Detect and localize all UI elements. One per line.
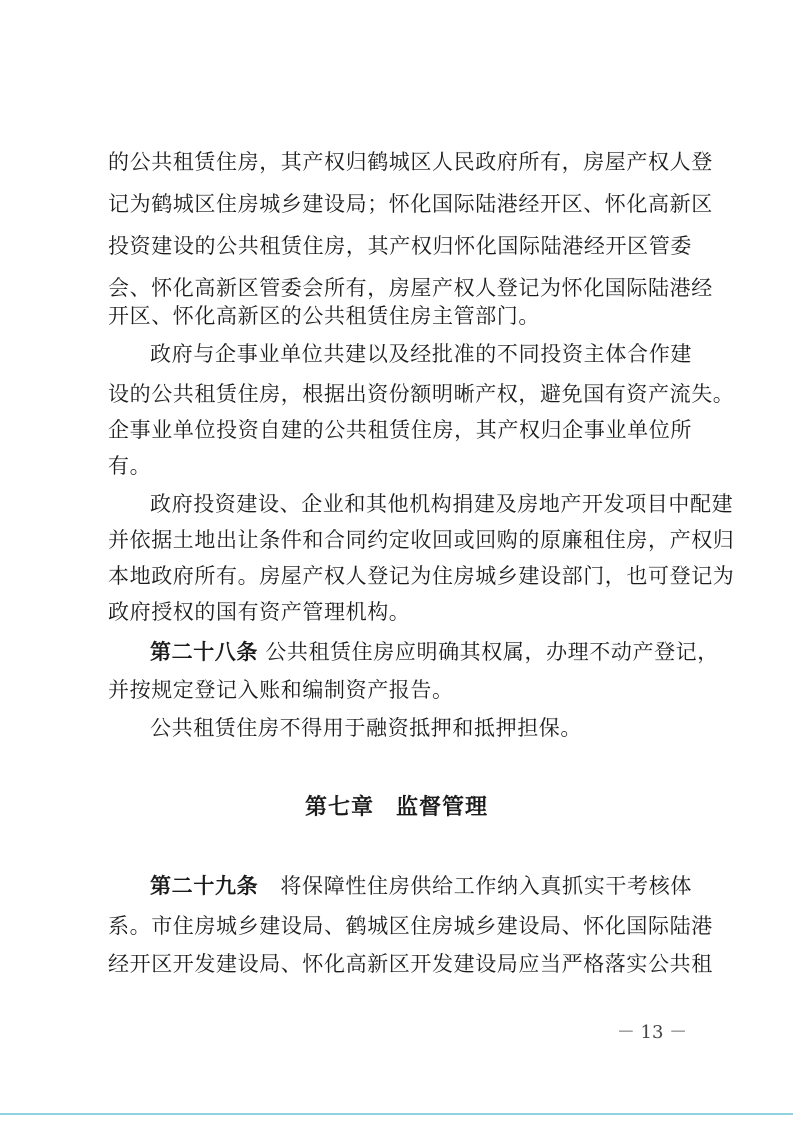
chapter-title: 监督管理 bbox=[396, 795, 489, 820]
paragraph-line: 本地政府所有。房屋产权人登记为住房城乡建设部门，也可登记为 bbox=[108, 564, 735, 588]
paragraph-line: 政府投资建设、企业和其他机构捐建及房地产开发项目中配建 bbox=[150, 492, 734, 516]
paragraph-line: 并依据土地出让条件和合同约定收回或回购的原廉租住房，产权归 bbox=[108, 528, 735, 552]
paragraph-line: 系。市住房城乡建设局、鹤城区住房城乡建设局、怀化国际陆港 bbox=[108, 914, 713, 938]
paragraph-line: 有。 bbox=[108, 454, 152, 478]
chapter-number: 第七章 bbox=[304, 795, 374, 820]
article-29-line bbox=[150, 872, 692, 900]
scan-edge-line bbox=[0, 1113, 793, 1115]
paragraph-line: 记为鹤城区住房城乡建设局；怀化国际陆港经开区、怀化高新区 bbox=[108, 192, 713, 216]
article-text: 将保障性住房供给工作纳入真抓实干考核体 bbox=[280, 874, 692, 898]
article-28-line bbox=[150, 638, 719, 666]
paragraph-line: 投资建设的公共租赁住房，其产权归怀化国际陆港经开区管委 bbox=[108, 234, 692, 258]
paragraph-line: 开区、怀化高新区的公共租赁住房主管部门。 bbox=[108, 304, 540, 328]
paragraph-line: 公共租赁住房不得用于融资抵押和抵押担保。 bbox=[150, 716, 582, 740]
chapter-heading bbox=[0, 790, 793, 821]
article-heading: 第二十八条 bbox=[150, 639, 258, 664]
paragraph-line: 并按规定登记入账和编制资产报告。 bbox=[108, 678, 454, 702]
paragraph-line: 设的公共租赁住房，根据出资份额明晰产权，避免国有资产流失。 bbox=[108, 382, 735, 406]
article-text: 公共租赁住房应明确其权属，办理不动产登记， bbox=[265, 640, 719, 664]
page-number: － 13 － bbox=[616, 1022, 688, 1043]
paragraph-line: 政府授权的国有资产管理机构。 bbox=[108, 600, 411, 624]
paragraph-line: 政府与企事业单位共建以及经批准的不同投资主体合作建 bbox=[150, 342, 692, 366]
paragraph-line: 会、怀化高新区管委会所有，房屋产权人登记为怀化国际陆港经 bbox=[108, 276, 713, 300]
paragraph-line: 企事业单位投资自建的公共租赁住房，其产权归企事业单位所 bbox=[108, 418, 692, 442]
article-heading: 第二十九条 bbox=[150, 873, 259, 898]
paragraph-line: 的公共租赁住房，其产权归鹤城区人民政府所有，房屋产权人登 bbox=[108, 150, 713, 174]
paragraph-line: 经开区开发建设局、怀化高新区开发建设局应当严格落实公共租 bbox=[108, 952, 713, 976]
